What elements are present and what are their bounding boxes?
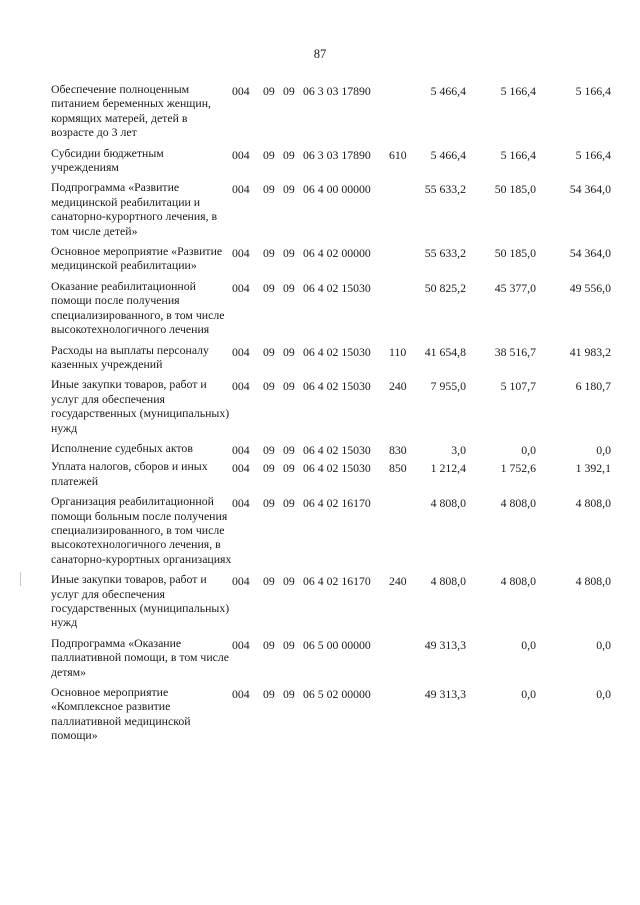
row-pr: 09 — [283, 344, 295, 359]
row-value-3: 4 808,0 — [575, 574, 611, 589]
row-pr: 09 — [283, 687, 295, 702]
row-name: Уплата налогов, сборов и иных платежей — [51, 459, 208, 488]
row-value-2: 5 166,4 — [500, 147, 536, 162]
row-value-1: 55 633,2 — [424, 182, 466, 197]
row-codes — [232, 281, 413, 295]
row-rz: 09 — [263, 147, 275, 162]
row-rz: 09 — [263, 687, 275, 702]
row-codes — [232, 182, 413, 196]
row-value-1: 41 654,8 — [424, 344, 466, 359]
row-rz: 09 — [263, 344, 275, 359]
row-name: Обеспечение полноценным питанием беременных женщин, кормящих матерей, детей в возрасте до 3 лет — [51, 82, 211, 140]
row-cs: 06 4 02 15030 — [303, 442, 371, 457]
row-value-2: 50 185,0 — [494, 182, 536, 197]
row-name: Иные закупки товаров, работ и услуг для обеспечения государственных (муниципальных) нужд — [51, 572, 230, 630]
table-row — [51, 636, 619, 679]
row-codes — [232, 496, 413, 510]
row-value-1: 4 808,0 — [430, 496, 466, 511]
row-value-3: 54 364,0 — [569, 182, 611, 197]
row-value-1: 55 633,2 — [424, 246, 466, 261]
row-name: Исполнение судебных актов — [51, 440, 193, 455]
row-rz: 09 — [263, 379, 275, 394]
row-rz: 09 — [263, 84, 275, 98]
row-pr: 09 — [283, 637, 295, 652]
row-codes — [232, 574, 413, 588]
row-codes — [232, 84, 413, 98]
row-cs: 06 4 02 16170 — [303, 574, 371, 589]
row-name: Основное мероприятие «Комплексное развитие паллиативной медицинской помощи» — [51, 685, 191, 743]
row-value-1: 7 955,0 — [430, 379, 466, 394]
row-vr: 850 — [389, 461, 407, 476]
row-ved: 004 — [232, 496, 250, 511]
row-value-2: 0,0 — [521, 637, 536, 652]
row-value-3: 1 392,1 — [575, 461, 611, 476]
row-codes — [232, 687, 413, 701]
row-ved: 004 — [232, 84, 250, 98]
table-row — [51, 459, 619, 488]
row-value-3: 4 808,0 — [575, 496, 611, 511]
table-row — [51, 279, 619, 337]
row-value-2: 4 808,0 — [500, 574, 536, 589]
row-ved: 004 — [232, 637, 250, 652]
row-name: Иные закупки товаров, работ и услуг для обеспечения государственных (муниципальных) нужд — [51, 377, 230, 435]
row-codes — [232, 148, 413, 162]
row-value-3: 6 180,7 — [575, 379, 611, 394]
row-value-3: 5 166,4 — [575, 147, 611, 162]
row-ved: 004 — [232, 246, 250, 261]
row-vr: 110 — [389, 344, 407, 359]
table-row — [51, 685, 619, 743]
row-value-1: 3,0 — [451, 442, 466, 457]
table-row — [51, 441, 619, 455]
row-value-3: 5 166,4 — [575, 84, 611, 98]
row-value-1: 5 466,4 — [430, 147, 466, 162]
row-cs: 06 4 00 00000 — [303, 182, 371, 197]
row-ved: 004 — [232, 280, 250, 295]
row-cs: 06 5 00 00000 — [303, 637, 371, 652]
row-pr: 09 — [283, 182, 295, 197]
row-value-2: 50 185,0 — [494, 246, 536, 261]
row-value-3: 0,0 — [596, 687, 611, 702]
row-value-2: 38 516,7 — [494, 344, 536, 359]
row-codes — [232, 246, 413, 260]
table-row — [51, 343, 619, 372]
row-rz: 09 — [263, 496, 275, 511]
row-value-1: 50 825,2 — [424, 280, 466, 295]
row-pr: 09 — [283, 461, 295, 476]
row-rz: 09 — [263, 182, 275, 197]
row-vr: 240 — [389, 379, 407, 394]
row-ved: 004 — [232, 461, 250, 476]
row-value-2: 0,0 — [521, 442, 536, 457]
row-value-2: 5 166,4 — [500, 84, 536, 98]
row-value-2: 1 752,6 — [500, 461, 536, 476]
row-rz: 09 — [263, 637, 275, 652]
row-rz: 09 — [263, 280, 275, 295]
table-row — [51, 146, 619, 175]
row-pr: 09 — [283, 84, 295, 98]
row-pr: 09 — [283, 280, 295, 295]
row-ved: 004 — [232, 344, 250, 359]
row-name: Подпрограмма «Развитие медицинской реабилитации и санаторно-курортного лечения, в том числе детей» — [51, 180, 218, 238]
row-vr: 240 — [389, 574, 407, 589]
table-row — [51, 377, 619, 435]
row-name: Подпрограмма «Оказание паллиативной помощи, в том числе детям» — [51, 635, 230, 679]
margin-mark — [20, 572, 21, 586]
row-rz: 09 — [263, 246, 275, 261]
row-name: Организация реабилитационной помощи больным после получения специализированного, в том числе высокотехнологичного лечения, в санаторно-курортных организациях — [51, 494, 232, 566]
row-codes — [232, 379, 413, 393]
row-cs: 06 4 02 16170 — [303, 496, 371, 511]
row-cs: 06 4 02 15030 — [303, 379, 371, 394]
page-number: 87 — [313, 47, 327, 61]
row-value-3: 49 556,0 — [569, 280, 611, 295]
row-pr: 09 — [283, 379, 295, 394]
table-row — [51, 494, 619, 566]
row-value-1: 5 466,4 — [430, 84, 466, 98]
row-pr: 09 — [283, 147, 295, 162]
row-ved: 004 — [232, 182, 250, 197]
row-cs: 06 4 02 15030 — [303, 461, 371, 476]
row-cs: 06 4 02 15030 — [303, 280, 371, 295]
table-row — [51, 572, 619, 630]
row-value-1: 49 313,3 — [424, 687, 466, 702]
row-cs: 06 3 03 17890 — [303, 84, 371, 98]
row-ved: 004 — [232, 147, 250, 162]
row-value-2: 45 377,0 — [494, 280, 536, 295]
row-value-2: 5 107,7 — [500, 379, 536, 394]
table-row — [51, 82, 619, 140]
row-rz: 09 — [263, 574, 275, 589]
row-value-3: 54 364,0 — [569, 246, 611, 261]
row-cs: 06 3 03 17890 — [303, 147, 371, 162]
row-rz: 09 — [263, 461, 275, 476]
row-value-1: 1 212,4 — [430, 461, 466, 476]
row-pr: 09 — [283, 246, 295, 261]
row-vr: 610 — [389, 147, 407, 162]
table-row — [51, 180, 619, 238]
row-value-3: 41 983,2 — [569, 344, 611, 359]
row-ved: 004 — [232, 379, 250, 394]
row-cs: 06 4 02 15030 — [303, 344, 371, 359]
row-ved: 004 — [232, 687, 250, 702]
row-name: Субсидии бюджетным учреждениям — [51, 145, 164, 175]
row-name: Расходы на выплаты персоналу казенных учреждений — [51, 342, 209, 371]
row-rz: 09 — [263, 442, 275, 457]
row-vr: 830 — [389, 442, 407, 457]
row-codes — [232, 461, 413, 475]
row-pr: 09 — [283, 574, 295, 589]
row-name: Основное мероприятие «Развитие медицинской реабилитации» — [51, 244, 223, 273]
budget-table — [51, 82, 619, 743]
row-ved: 004 — [232, 442, 250, 457]
row-ved: 004 — [232, 574, 250, 589]
row-value-2: 4 808,0 — [500, 496, 536, 511]
row-value-1: 49 313,3 — [424, 637, 466, 652]
row-name: Оказание реабилитационной помощи после получения специализированного, в том числе высокотехнологичного лечения — [51, 278, 225, 337]
row-cs: 06 4 02 00000 — [303, 246, 371, 261]
row-codes — [232, 345, 413, 359]
row-pr: 09 — [283, 442, 295, 457]
row-pr: 09 — [283, 496, 295, 511]
row-codes — [232, 638, 413, 652]
row-cs: 06 5 02 00000 — [303, 687, 371, 702]
row-value-2: 0,0 — [521, 687, 536, 702]
row-value-3: 0,0 — [596, 637, 611, 652]
table-row — [51, 244, 619, 273]
row-codes — [232, 443, 413, 457]
row-value-3: 0,0 — [596, 442, 611, 457]
row-value-1: 4 808,0 — [430, 574, 466, 589]
